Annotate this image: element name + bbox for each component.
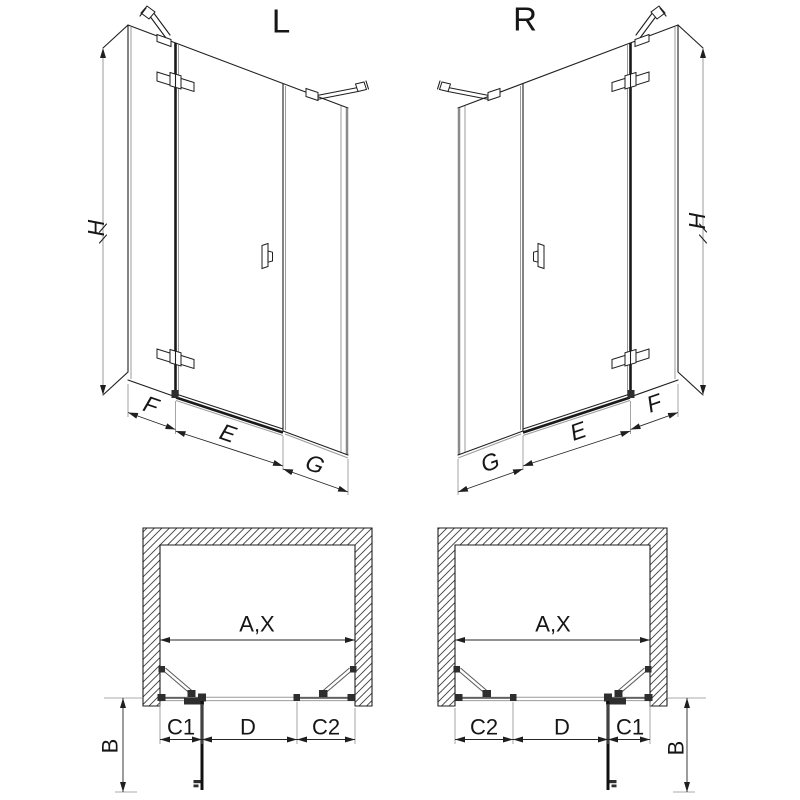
variant-label-left: L (271, 2, 291, 40)
dim-label-opening-left-plan: A,X (239, 611, 275, 637)
dim-label-h-left: H (83, 219, 109, 237)
open-door-plan (194, 694, 207, 791)
dim-label-d-left-plan: D (240, 714, 256, 740)
hinge-stile (176, 43, 179, 397)
dim-label-g-left: G (302, 448, 328, 480)
door-handle (262, 244, 273, 269)
dim-label-opening-right-plan: A,X (535, 611, 571, 637)
dim-label-d-right-plan: D (554, 714, 570, 740)
labels (83, 1, 710, 756)
side-wall (103, 25, 131, 395)
dim-label-b-left-plan: B (97, 738, 123, 754)
dimension-widths (128, 384, 348, 495)
variant-label-right: R (513, 0, 537, 38)
support-bar-angled (140, 6, 171, 47)
dim-label-b-right-plan: B (663, 740, 689, 756)
dim-label-f-left: F (140, 390, 162, 420)
dim-label-f-right: F (643, 388, 665, 418)
dim-label-e-right: E (566, 416, 590, 446)
dim-label-c2-right-plan: C2 (469, 714, 499, 740)
door-latch-stile (283, 84, 286, 431)
support-brace-panel-side (319, 666, 357, 697)
support-bar-horizontal (306, 81, 369, 101)
dim-label-c2-left-plan: C2 (311, 714, 341, 740)
side-panel (283, 106, 348, 458)
dim-label-e-left: E (216, 418, 240, 448)
dim-label-h-right: H (684, 212, 710, 230)
dim-label-c1-left-plan: C1 (166, 714, 196, 740)
dim-label-c1-right-plan: C1 (615, 714, 645, 740)
dim-label-g-right: G (477, 446, 503, 478)
support-brace-hinge-side (159, 666, 196, 697)
